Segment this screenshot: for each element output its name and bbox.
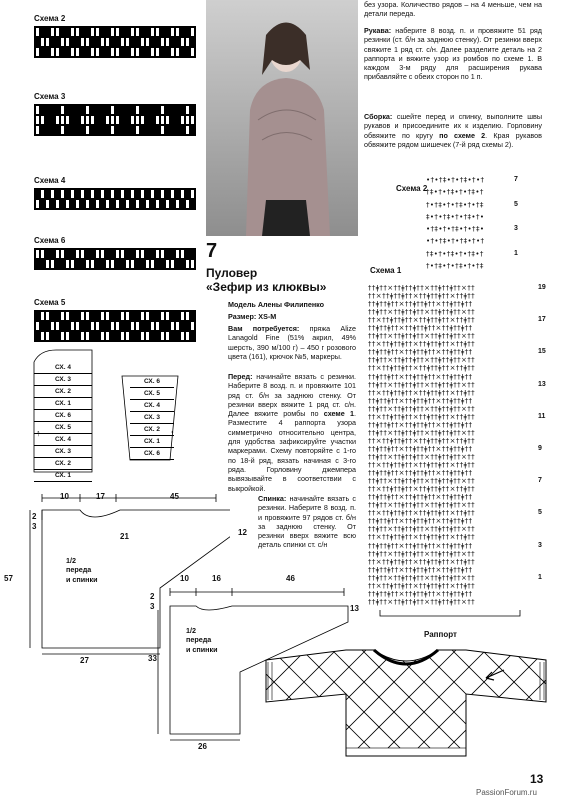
row-number: 1 xyxy=(514,249,518,257)
row-number: 17 xyxy=(538,316,546,324)
row-number: 5 xyxy=(538,509,542,517)
back-lead: Спинка: xyxy=(258,494,287,503)
crochet-row: ††ǂ††×††ǂ††ǂ††×††ǂ††ǂ††×†† xyxy=(368,573,476,582)
stack-row: СХ. 2 xyxy=(130,424,174,436)
scheme1-row-numbers xyxy=(536,284,554,606)
stack-row: СХ. 6 xyxy=(130,376,174,388)
model-photo xyxy=(206,0,358,236)
row-number: 7 xyxy=(538,477,542,485)
row-number: 1 xyxy=(538,573,542,581)
materials-paragraph xyxy=(228,324,356,361)
row-number: 9 xyxy=(538,445,542,452)
front-text: начинайте вязать с резинки. Наберите 8 возд. п. и провяжите 101 ряд ст. б/н за заднюю стенку. От резинки вверх вяжите 1 ряд ст. с/н. Далее вяжите ромбы по xyxy=(228,372,356,419)
crochet-row: ††ǂ††ǂ††×††ǂ††ǂ††×††ǂ††ǂ†† xyxy=(368,324,473,333)
stack-row: СХ. 1 xyxy=(34,470,92,482)
assembly-paragraph xyxy=(364,112,542,149)
scheme1-crochet-label: Схема 1 xyxy=(370,266,402,275)
sleeves-text: наберите 8 возд. п. и провяжите 51 ряд резинки (ст. б/н за заднюю стенку). От резинки вверх свяжите 1 ряд ст. с/н. Далее разделите деталь на 2 раппорта и вяжите узор из ромбов по схеме 1. В каждом 3-м ряду для расширения рукава прибавляйте с обеих сторон по 1 п. xyxy=(364,26,542,82)
scheme2-crochet-chart xyxy=(426,176,512,274)
crochet-row: ††×††ǂ††ǂ††×††ǂ††ǂ††×††ǂ†† xyxy=(368,388,476,397)
row-number: 3 xyxy=(514,225,518,232)
assembly-text: сшейте перед и спинку, выполните швы рукавов и присоедините их к изделию. Горловину обвяжите по кругу xyxy=(364,112,542,140)
scheme-grid xyxy=(34,104,196,136)
back-text: начинайте вязать с резинки. Наберите 8 возд. п. и провяжите 97 рядов ст. б/н за заднюю стенку. От резинки вверх вяжите всю деталь спинки ст. с/н xyxy=(258,494,356,550)
crochet-row: ††×††ǂ††ǂ††×††ǂ††ǂ††×††ǂ†† xyxy=(368,461,476,470)
up-arrow-icon: ↑ xyxy=(170,428,175,438)
crochet-row: ††×††ǂ††ǂ††×††ǂ††ǂ††×††ǂ†† xyxy=(368,292,476,301)
crochet-row: ††ǂ††ǂ††×††ǂ††ǂ††×††ǂ††ǂ†† xyxy=(368,565,473,574)
crochet-row: ‡•†•†‡•†•†‡•†• xyxy=(426,212,485,221)
back-piece-label: 1/2 переда и спинки xyxy=(186,626,218,654)
pattern-title-line1: Пуловер xyxy=(206,266,258,280)
crochet-row: ††ǂ††ǂ††×††ǂ††ǂ††×††ǂ††ǂ†† xyxy=(368,420,473,429)
front-dim-right: 12 xyxy=(238,528,247,537)
crochet-row: ††ǂ††×††ǂ††ǂ††×††ǂ††ǂ††×†† xyxy=(368,284,476,292)
scheme-cell xyxy=(190,115,195,125)
crochet-row: ††ǂ††×††ǂ††ǂ††×††ǂ††ǂ††×†† xyxy=(368,549,476,558)
stack-row: СХ. 3 xyxy=(34,446,92,458)
scheme2-crochet-label: Схема 2 xyxy=(396,184,428,193)
assembly-lead: Сборка: xyxy=(364,112,393,121)
stack-row: СХ. 1 xyxy=(34,398,92,410)
rapport-bracket xyxy=(368,608,538,622)
crochet-row: †‡•†•†‡•†•†‡•† xyxy=(426,249,484,258)
row-number: 19 xyxy=(538,284,546,291)
up-arrow-icon: ↑ xyxy=(36,428,41,438)
crochet-row: ††×††ǂ††ǂ††×††ǂ††ǂ††×††ǂ†† xyxy=(368,533,476,542)
front-dim-left2: 3 xyxy=(32,522,37,531)
materials-lead: Вам потребуется: xyxy=(228,324,300,333)
scheme-cell xyxy=(190,259,195,269)
stack-row: СХ. 5 xyxy=(130,388,174,400)
front-stack-rows xyxy=(34,362,92,482)
row-number: 7 xyxy=(514,176,518,183)
scheme-grid xyxy=(34,310,196,342)
sleeves-lead: Рукава: xyxy=(364,26,392,35)
front-dim-bottom: 27 xyxy=(80,656,89,665)
crochet-row: ††×††ǂ††ǂ††×††ǂ††ǂ††×††ǂ†† xyxy=(368,412,476,421)
crochet-row: •†•†‡•†•†‡•†•† xyxy=(426,237,485,246)
stack-row: СХ. 4 xyxy=(34,434,92,446)
row-number: 11 xyxy=(538,412,546,420)
crochet-row: ††×††ǂ††ǂ††×††ǂ††ǂ††×††ǂ†† xyxy=(368,581,476,590)
front-lead: Перед: xyxy=(228,372,253,381)
crochet-row: ††×††ǂ††ǂ††×††ǂ††ǂ††×††ǂ†† xyxy=(368,316,476,325)
crochet-row: ††×††ǂ††ǂ††×††ǂ††ǂ††×††ǂ†† xyxy=(368,364,476,373)
stack-row: СХ. 5 xyxy=(34,422,92,434)
scheme-cell xyxy=(190,189,195,199)
back-dim-left1: 2 xyxy=(150,592,155,601)
stack-row: СХ. 4 xyxy=(130,400,174,412)
stack-row: СХ. 4 xyxy=(34,362,92,374)
crochet-row: †‡•†•†‡•†•†‡•† xyxy=(426,188,484,197)
back-dim-right: 13 xyxy=(350,604,359,613)
crochet-row: ††ǂ††ǂ††×††ǂ††ǂ††×††ǂ††ǂ†† xyxy=(368,517,473,526)
scheme-cell xyxy=(190,311,195,321)
crochet-row: ††ǂ††×††ǂ††ǂ††×††ǂ††ǂ††×†† xyxy=(368,356,476,365)
crochet-row: ††ǂ††×††ǂ††ǂ††×††ǂ††ǂ††×†† xyxy=(368,501,476,510)
crochet-row: †•†‡•†•†‡•†•†‡ xyxy=(426,200,484,209)
scheme-cell xyxy=(190,321,195,331)
rapport-label: Раппорт xyxy=(424,630,457,639)
pattern-number: 7 xyxy=(206,240,218,262)
size: Размер: XS-M xyxy=(228,312,277,321)
scheme-cell xyxy=(190,27,195,37)
row-number: 3 xyxy=(538,541,542,549)
pattern-title-line2: «Зефир из клюквы» xyxy=(206,280,327,294)
scheme-grid xyxy=(34,188,196,210)
scheme-grid xyxy=(34,248,196,270)
assembly-bold: по схеме 2 xyxy=(432,130,486,140)
crochet-row: •†‡•†•†‡•†•†‡• xyxy=(426,225,485,233)
scheme-label: Схема 6 xyxy=(34,236,66,245)
front-bold: схеме 1 xyxy=(318,409,354,419)
front-paragraph xyxy=(228,372,356,493)
front-text2: . Разместите 4 раппорта узора симметрично относительно центра, для удобства зафиксируйте участки маркерами. Схему повторяйте с 1-го по 18-й ряд, вязать начиная с 3-го ряда. Горловину джемпера вывязывайте в соответствии с выкройкой. xyxy=(228,409,356,493)
row-number: 15 xyxy=(538,348,546,356)
crochet-row: ††×††ǂ††ǂ††×††ǂ††ǂ††×††ǂ†† xyxy=(368,340,476,349)
crochet-row: ††ǂ††ǂ††×††ǂ††ǂ††×††ǂ††ǂ†† xyxy=(368,469,473,478)
crochet-row: ††ǂ††×††ǂ††ǂ††×††ǂ††ǂ††×†† xyxy=(368,525,476,534)
stack-row: СХ. 3 xyxy=(130,412,174,424)
designer: Модель Алены Филипенко xyxy=(228,300,325,309)
back-dim-height: 33 xyxy=(148,654,157,663)
sweater-schematic xyxy=(264,644,554,762)
back-dim-top3: 46 xyxy=(286,574,295,583)
scheme-cell xyxy=(190,125,195,135)
sleeve-stack-rows xyxy=(130,376,174,460)
stack-row: СХ. 2 xyxy=(34,386,92,398)
watermark: PassionForum.ru xyxy=(476,788,537,797)
crochet-row: ††ǂ††ǂ††×††ǂ††ǂ††×††ǂ††ǂ†† xyxy=(368,444,473,453)
materials-text: пряжа Alize Lanagold Fine (51% акрил, 49% шерсть, 390 м/100 г) – 450 г розового цвета (161), крючок №5, маркеры. xyxy=(228,324,356,361)
crochet-row: †•†‡•†•†‡•†•†‡ xyxy=(426,261,484,270)
crochet-row: ††ǂ††ǂ††×††ǂ††ǂ††×††ǂ††ǂ†† xyxy=(368,396,473,405)
crochet-row: ††ǂ††×††ǂ††ǂ††×††ǂ††ǂ††×†† xyxy=(368,332,476,341)
assembly-text2: . Края рукавов обвяжите рядом шишечек (7-й ряд схемы 2). xyxy=(364,130,542,149)
stack-row: СХ. 6 xyxy=(130,448,174,460)
stack-row: СХ. 3 xyxy=(34,374,92,386)
scheme-cell xyxy=(190,249,195,259)
crochet-row: ††ǂ††×††ǂ††ǂ††×††ǂ††ǂ††×†† xyxy=(368,308,476,317)
scheme-cell xyxy=(190,199,195,209)
crochet-row: ††×††ǂ††ǂ††×††ǂ††ǂ††×††ǂ†† xyxy=(368,509,476,518)
stack-row: СХ. 6 xyxy=(34,410,92,422)
stack-row: СХ. 2 xyxy=(34,458,92,470)
scheme2-row-numbers xyxy=(512,176,526,274)
crochet-row: ††ǂ††ǂ††×††ǂ††ǂ††×††ǂ††ǂ†† xyxy=(368,493,473,502)
back-dim-top2: 16 xyxy=(212,574,221,583)
crochet-row: ††×††ǂ††ǂ††×††ǂ††ǂ††×††ǂ†† xyxy=(368,436,476,445)
back-dim-bottom: 26 xyxy=(198,742,207,751)
crochet-row: ††ǂ††×††ǂ††ǂ††×††ǂ††ǂ††×†† xyxy=(368,477,476,486)
crochet-row: ††ǂ††×††ǂ††ǂ††×††ǂ††ǂ††×†† xyxy=(368,452,476,461)
model-silhouette xyxy=(206,0,358,236)
front-dim-top1: 10 xyxy=(60,492,69,501)
crochet-row: ††ǂ††ǂ††×††ǂ††ǂ††×††ǂ††ǂ†† xyxy=(368,541,473,550)
crochet-row: ††ǂ††ǂ††×††ǂ††ǂ††×††ǂ††ǂ†† xyxy=(368,300,473,309)
crochet-row: ††ǂ††×††ǂ††ǂ††×††ǂ††ǂ††×†† xyxy=(368,428,476,437)
crochet-row: ††ǂ††×††ǂ††ǂ††×††ǂ††ǂ††×†† xyxy=(368,404,476,413)
crochet-row: •†•†‡•†•†‡•†•† xyxy=(426,176,485,184)
page-number: 13 xyxy=(530,772,544,786)
sleeves-paragraph xyxy=(364,26,542,82)
scheme-cell xyxy=(190,105,195,115)
scheme-cell xyxy=(190,47,195,57)
front-dim-left1: 2 xyxy=(32,512,37,521)
front-dim-mid: 21 xyxy=(120,532,129,541)
scheme-label: Схема 5 xyxy=(34,298,66,307)
back-dim-top1: 10 xyxy=(180,574,189,583)
crochet-row: ††ǂ††×††ǂ††ǂ††×††ǂ††ǂ††×†† xyxy=(368,597,476,606)
front-dim-height: 57 xyxy=(4,574,13,583)
crochet-row: ††ǂ††ǂ††×††ǂ††ǂ††×††ǂ††ǂ†† xyxy=(368,348,473,357)
crochet-row: ††ǂ††×††ǂ††ǂ††×††ǂ††ǂ††×†† xyxy=(368,380,476,389)
scheme-cell xyxy=(190,331,195,341)
crochet-row: ††×††ǂ††ǂ††×††ǂ††ǂ††×††ǂ†† xyxy=(368,485,476,494)
front-dim-top3: 45 xyxy=(170,492,179,501)
scheme-cell xyxy=(190,37,195,47)
scheme-label: Схема 2 xyxy=(34,14,66,23)
continued-paragraph: без узора. Количество рядов – на 4 меньше, чем на детали переда. xyxy=(364,0,542,19)
scheme-label: Схема 3 xyxy=(34,92,66,101)
stack-row: СХ. 1 xyxy=(130,436,174,448)
back-paragraph xyxy=(258,494,356,550)
row-number: 5 xyxy=(514,200,518,208)
back-dim-left2: 3 xyxy=(150,602,155,611)
scheme-grid xyxy=(34,26,196,58)
crochet-row: ††ǂ††ǂ††×††ǂ††ǂ††×††ǂ††ǂ†† xyxy=(368,372,473,381)
front-dim-top2: 17 xyxy=(96,492,105,501)
row-number: 13 xyxy=(538,380,546,388)
crochet-row: ††×††ǂ††ǂ††×††ǂ††ǂ††×††ǂ†† xyxy=(368,557,476,566)
front-piece-label: 1/2 переда и спинки xyxy=(66,556,98,584)
crochet-row: ††ǂ††ǂ††×††ǂ††ǂ††×††ǂ††ǂ†† xyxy=(368,589,473,598)
scheme1-crochet-chart xyxy=(368,284,532,606)
scheme-label: Схема 4 xyxy=(34,176,66,185)
